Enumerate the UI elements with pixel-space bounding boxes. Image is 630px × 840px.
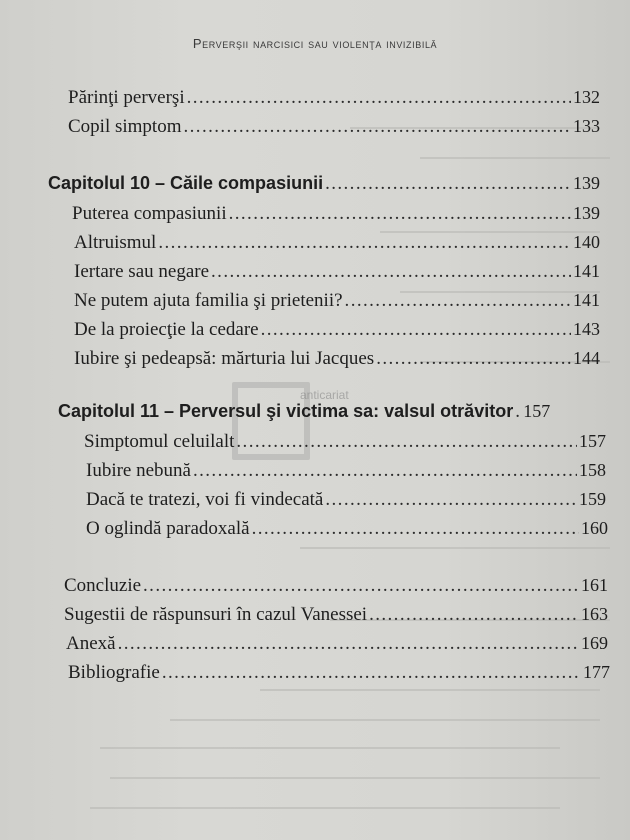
toc-leader-dots [211, 262, 571, 281]
toc-leader-dots [143, 576, 579, 595]
toc-entry-title: Bibliografie [68, 662, 160, 683]
toc-page-number: 169 [581, 633, 608, 653]
toc-page-number: 141 [573, 261, 600, 281]
toc-entry-title: Anexă [66, 633, 116, 654]
toc-leader-dots [261, 320, 571, 339]
toc-page-number: 157 [523, 401, 551, 421]
toc-page-number: 160 [581, 518, 608, 538]
toc-leader-dots [376, 349, 571, 368]
toc-leader-dots [236, 432, 577, 451]
toc-entry-altruismul [74, 233, 600, 252]
toc-entry-title: Iubire şi pedeapsă: mărturia lui Jacques [74, 348, 375, 369]
toc-leader-dots [229, 204, 571, 223]
toc-page-number: 139 [573, 173, 600, 193]
toc-entry-title: Puterea compasiunii [72, 203, 227, 224]
toc-leader-dots [187, 88, 571, 107]
toc-entry-title: Iertare sau negare [74, 261, 210, 282]
toc-entry-title: Concluzie [64, 575, 142, 596]
toc-entry-title: Simptomul celuilalt [84, 431, 235, 452]
toc-entry-iertare-sau-negare [74, 262, 600, 281]
toc-entry-familia-si-prietenii [74, 291, 600, 310]
toc-page-number: 158 [579, 460, 606, 480]
toc-entry-simptomul-celuilalt [84, 432, 606, 451]
toc-chapter-title: Capitolul 10 – Căile compasiunii [48, 173, 324, 193]
toc-leader-dots [118, 634, 579, 653]
toc-entry-title: Copil simptom [68, 116, 182, 137]
toc-leader-dots [193, 461, 577, 480]
toc-entry-title: Iubire nebună [86, 460, 191, 481]
toc-page-number: 133 [573, 116, 600, 136]
toc-chapter-11 [58, 402, 608, 421]
toc-entry-oglinda-paradoxala [86, 519, 608, 538]
toc-chapter-10 [48, 174, 600, 193]
toc-page-number: 157 [579, 431, 606, 451]
toc-entry-title: Sugestii de răspunsuri în cazul Vanessei [64, 604, 368, 625]
toc-leader-dots [325, 490, 577, 509]
toc-entry-title: Părinţi perverşi [68, 87, 185, 108]
toc-entry-title: Dacă te tratezi, voi fi vindecată [86, 489, 324, 510]
toc-entry-parinti-perversi [68, 88, 600, 107]
toc-leader-dots [158, 233, 571, 252]
toc-page-number: 161 [581, 575, 608, 595]
toc-entry-title: Altruismul [74, 232, 157, 253]
toc-leader-dots [369, 605, 579, 624]
watermark-text: anticariat [300, 388, 349, 402]
toc-leader-dots [345, 291, 571, 310]
toc-entry-iubire-si-pedeapsa [74, 349, 600, 368]
toc-page-number: 177 [583, 662, 610, 682]
toc-entry-copil-simptom [68, 117, 600, 136]
toc-entry-concluzie [64, 576, 608, 595]
toc-entry-bibliografie [68, 663, 610, 682]
toc-page-number: 139 [573, 203, 600, 223]
toc-page-number: 141 [573, 290, 600, 310]
running-head: Perverşii narcisici sau violenţa invizibilă [192, 36, 438, 51]
toc-leader-dots [252, 519, 579, 538]
toc-leader-dots [325, 174, 571, 193]
toc-entry-sugestii [64, 605, 608, 624]
toc-leader-dots [162, 663, 581, 682]
toc-page-number: 159 [579, 489, 606, 509]
toc-entry-anexa [66, 634, 608, 653]
toc-page-number: 163 [581, 604, 608, 624]
toc-entry-proiectie-cedare [74, 320, 600, 339]
toc-page-number: 140 [573, 232, 600, 252]
toc-entry-iubire-nebuna [86, 461, 606, 480]
toc-leader-dots [515, 402, 521, 421]
toc-entry-daca-te-tratezi [86, 490, 606, 509]
toc-chapter-title: Capitolul 11 – Perversul şi victima sa: valsul otrăvitor [58, 401, 514, 421]
toc-entry-title: Ne putem ajuta familia şi prietenii? [74, 290, 343, 311]
toc-leader-dots [184, 117, 572, 136]
toc-entry-title: De la proiecţie la cedare [74, 319, 259, 340]
toc-page-number: 144 [573, 348, 600, 368]
toc-entry-puterea-compasiunii [72, 204, 600, 223]
toc-page-number: 132 [573, 87, 600, 107]
toc-entry-title: O oglindă paradoxală [86, 518, 250, 539]
toc-page-number: 143 [573, 319, 600, 339]
